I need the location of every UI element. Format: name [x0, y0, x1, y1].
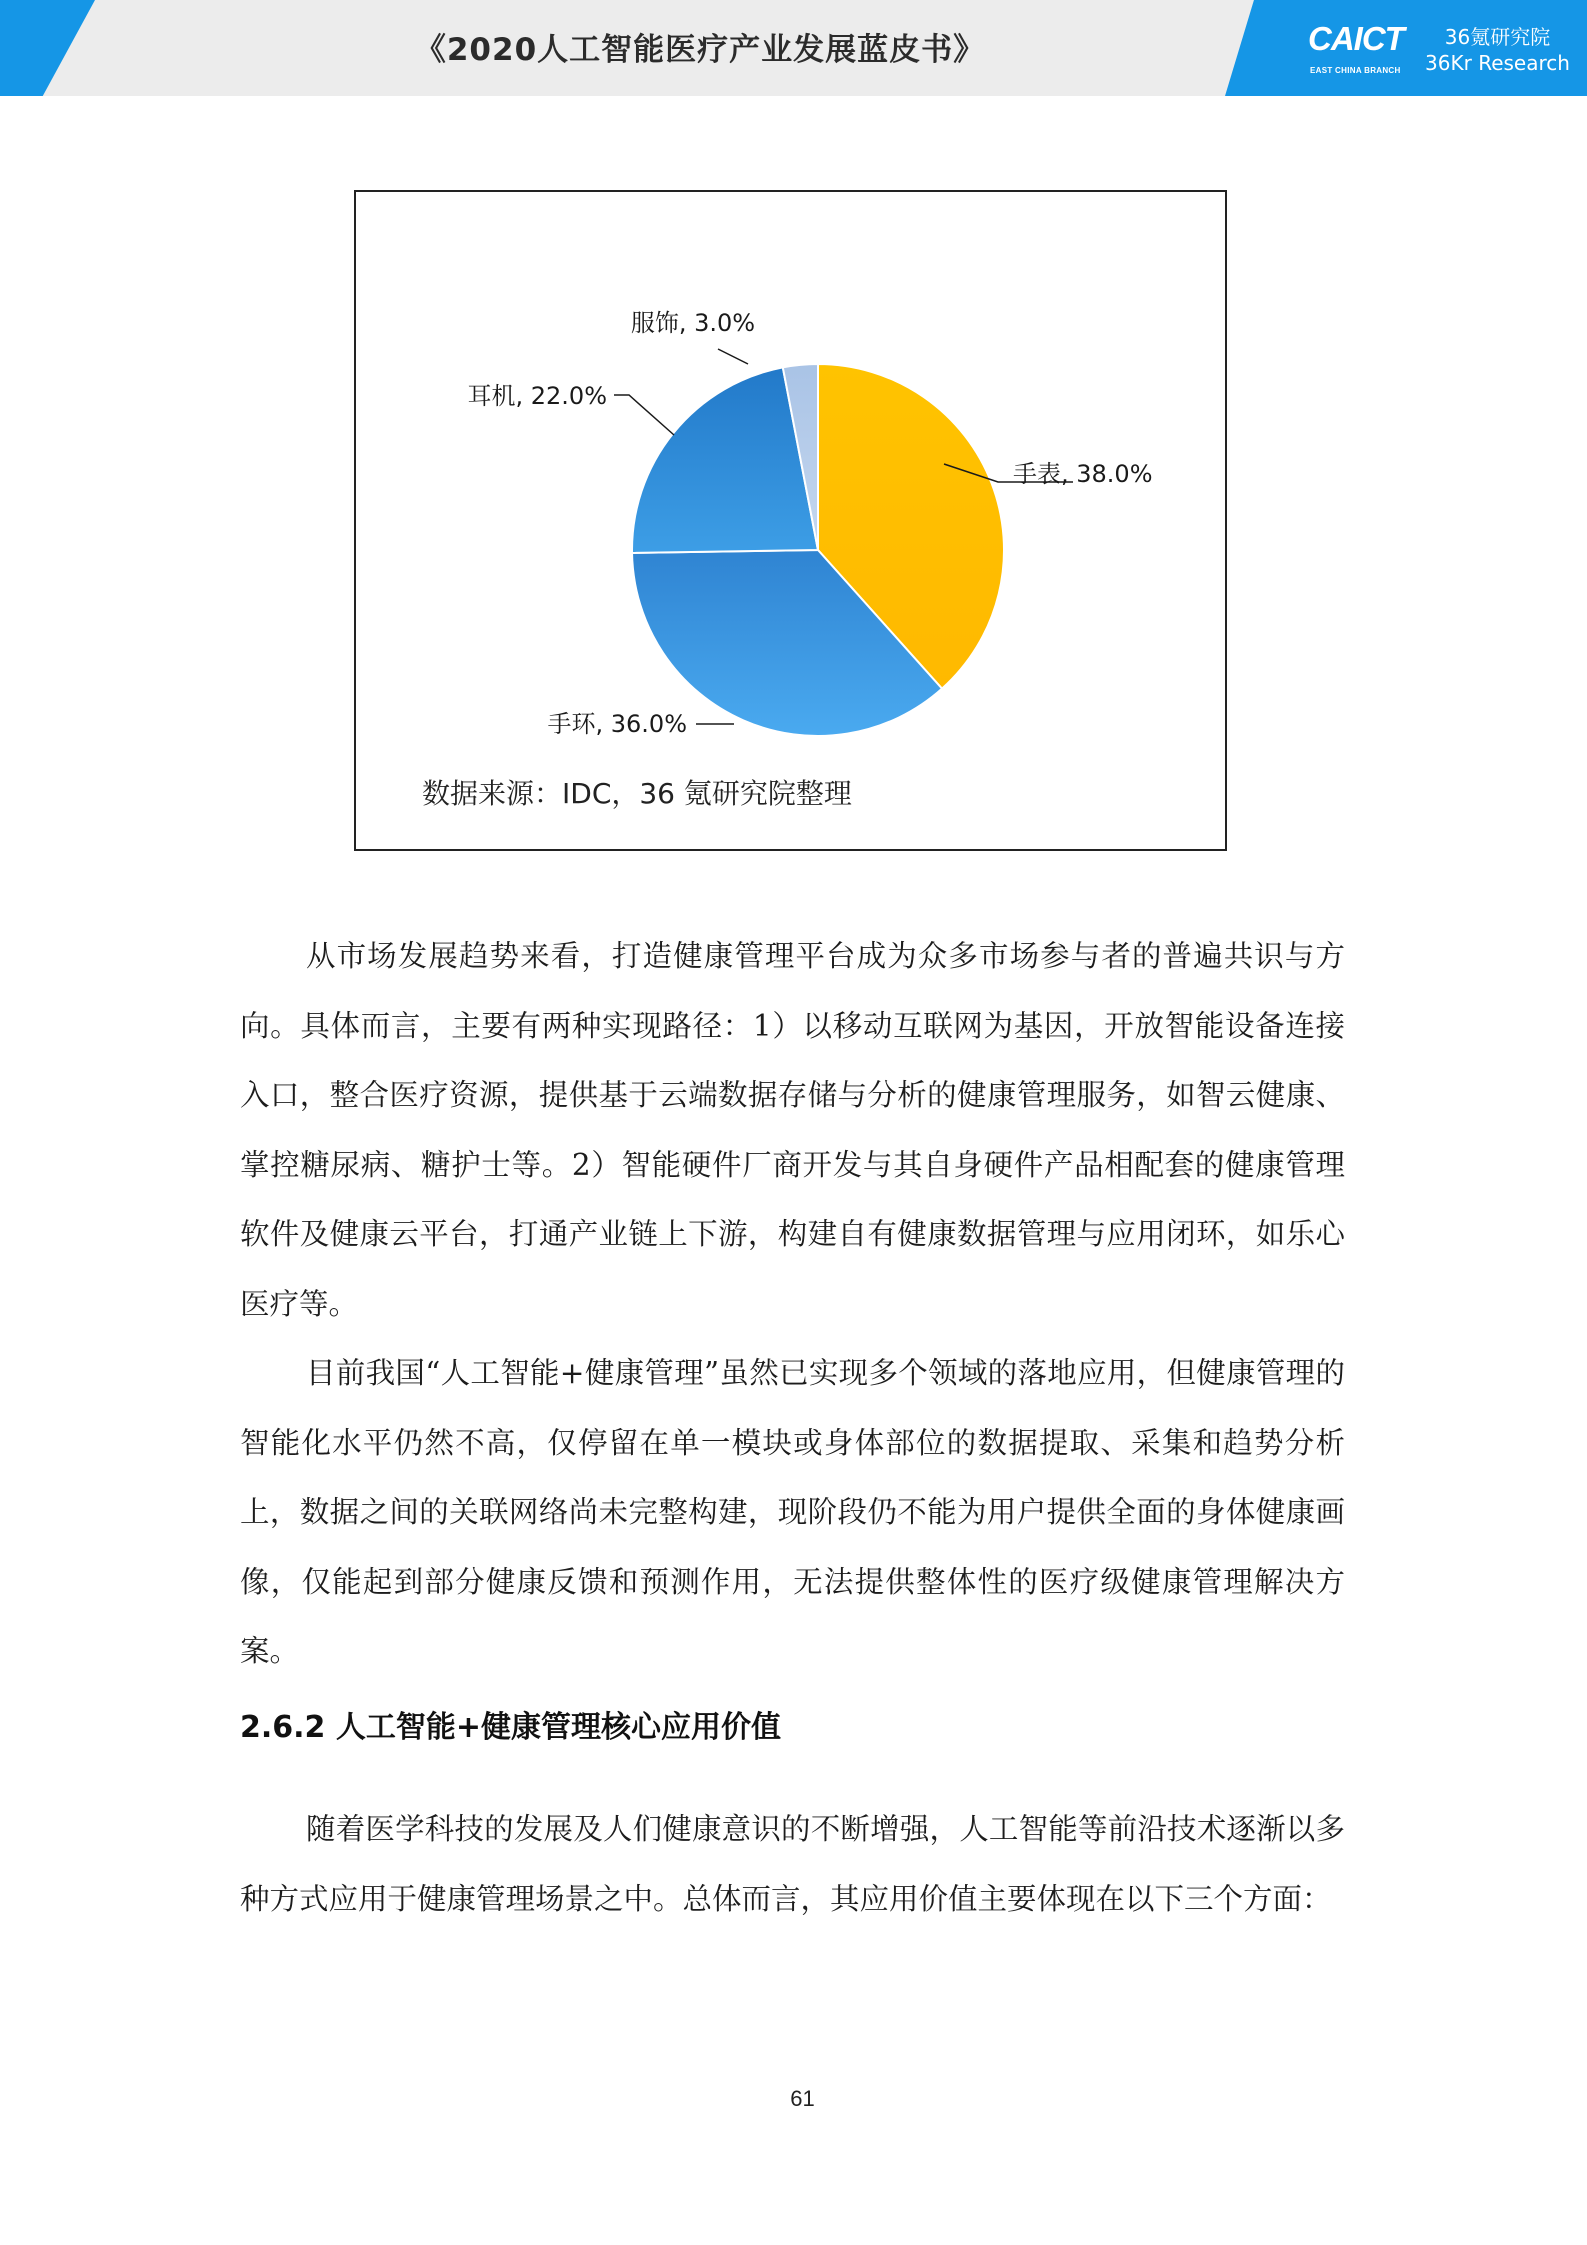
pie-label-watch: 手表, 38.0% [1013, 460, 1153, 488]
pie-label-apparel: 服饰, 3.0% [630, 309, 756, 337]
page-number: 61 [790, 2086, 815, 2111]
pie-label-band: 手环, 36.0% [547, 710, 687, 738]
pie-chart [356, 192, 1225, 849]
chart-frame [354, 190, 1227, 851]
section-heading: 2.6.2 人工智能+健康管理核心应用价值 [240, 1710, 781, 1745]
document-title: 《2020人工智能医疗产业发展蓝皮书》 [414, 32, 986, 68]
36kr-logo [1425, 24, 1570, 76]
pie-label-earphone-leader [614, 395, 674, 435]
chart-source-note: 数据来源：IDC，36 氪研究院整理 [422, 777, 852, 810]
caict-logo: CAICT [1308, 20, 1404, 57]
header-left-stripe [0, 0, 95, 96]
paragraph-trend: 从市场发展趋势来看，打造健康管理平台成为众多市场参与者的普遍共识与方向。具体而言，主要有两种实现路径：1）以移动互联网为基因，开放智能设备连接入口，整合医疗资源，提供基于云端数据存储与分析的健康管理服务，如智云健康、掌控糖尿病、糖护士等。2）智能硬件厂商开发与其自身硬件产品相配套的健康管理软件及健康云平台，打通产业链上下游，构建自有健康数据管理与应用闭环，如乐心医疗等。 [240, 939, 1345, 1321]
pie-label-apparel-leader [718, 349, 748, 364]
paragraph-status: 目前我国“人工智能+健康管理”虽然已实现多个领域的落地应用，但健康管理的智能化水平仍然不高，仅停留在单一模块或身体部位的数据提取、采集和趋势分析上，数据之间的关联网络尚未完整构建，现阶段仍不能为用户提供全面的身体健康画像，仅能起到部分健康反馈和预测作用，无法提供整体性的医疗级健康管理解决方案。 [240, 1356, 1345, 1668]
paragraph-value: 随着医学科技的发展及人们健康意识的不断增强，人工智能等前沿技术逐渐以多种方式应用于健康管理场景之中。总体而言，其应用价值主要体现在以下三个方面： [240, 1812, 1345, 1916]
page-header [0, 0, 1587, 96]
36kr-logo-cn: 36氪研究院 [1444, 25, 1551, 49]
pie-label-earphone: 耳机, 22.0% [467, 382, 607, 410]
caict-logo-subtitle: EAST CHINA BRANCH [1310, 66, 1401, 75]
36kr-logo-en: 36Kr Research [1425, 51, 1570, 75]
